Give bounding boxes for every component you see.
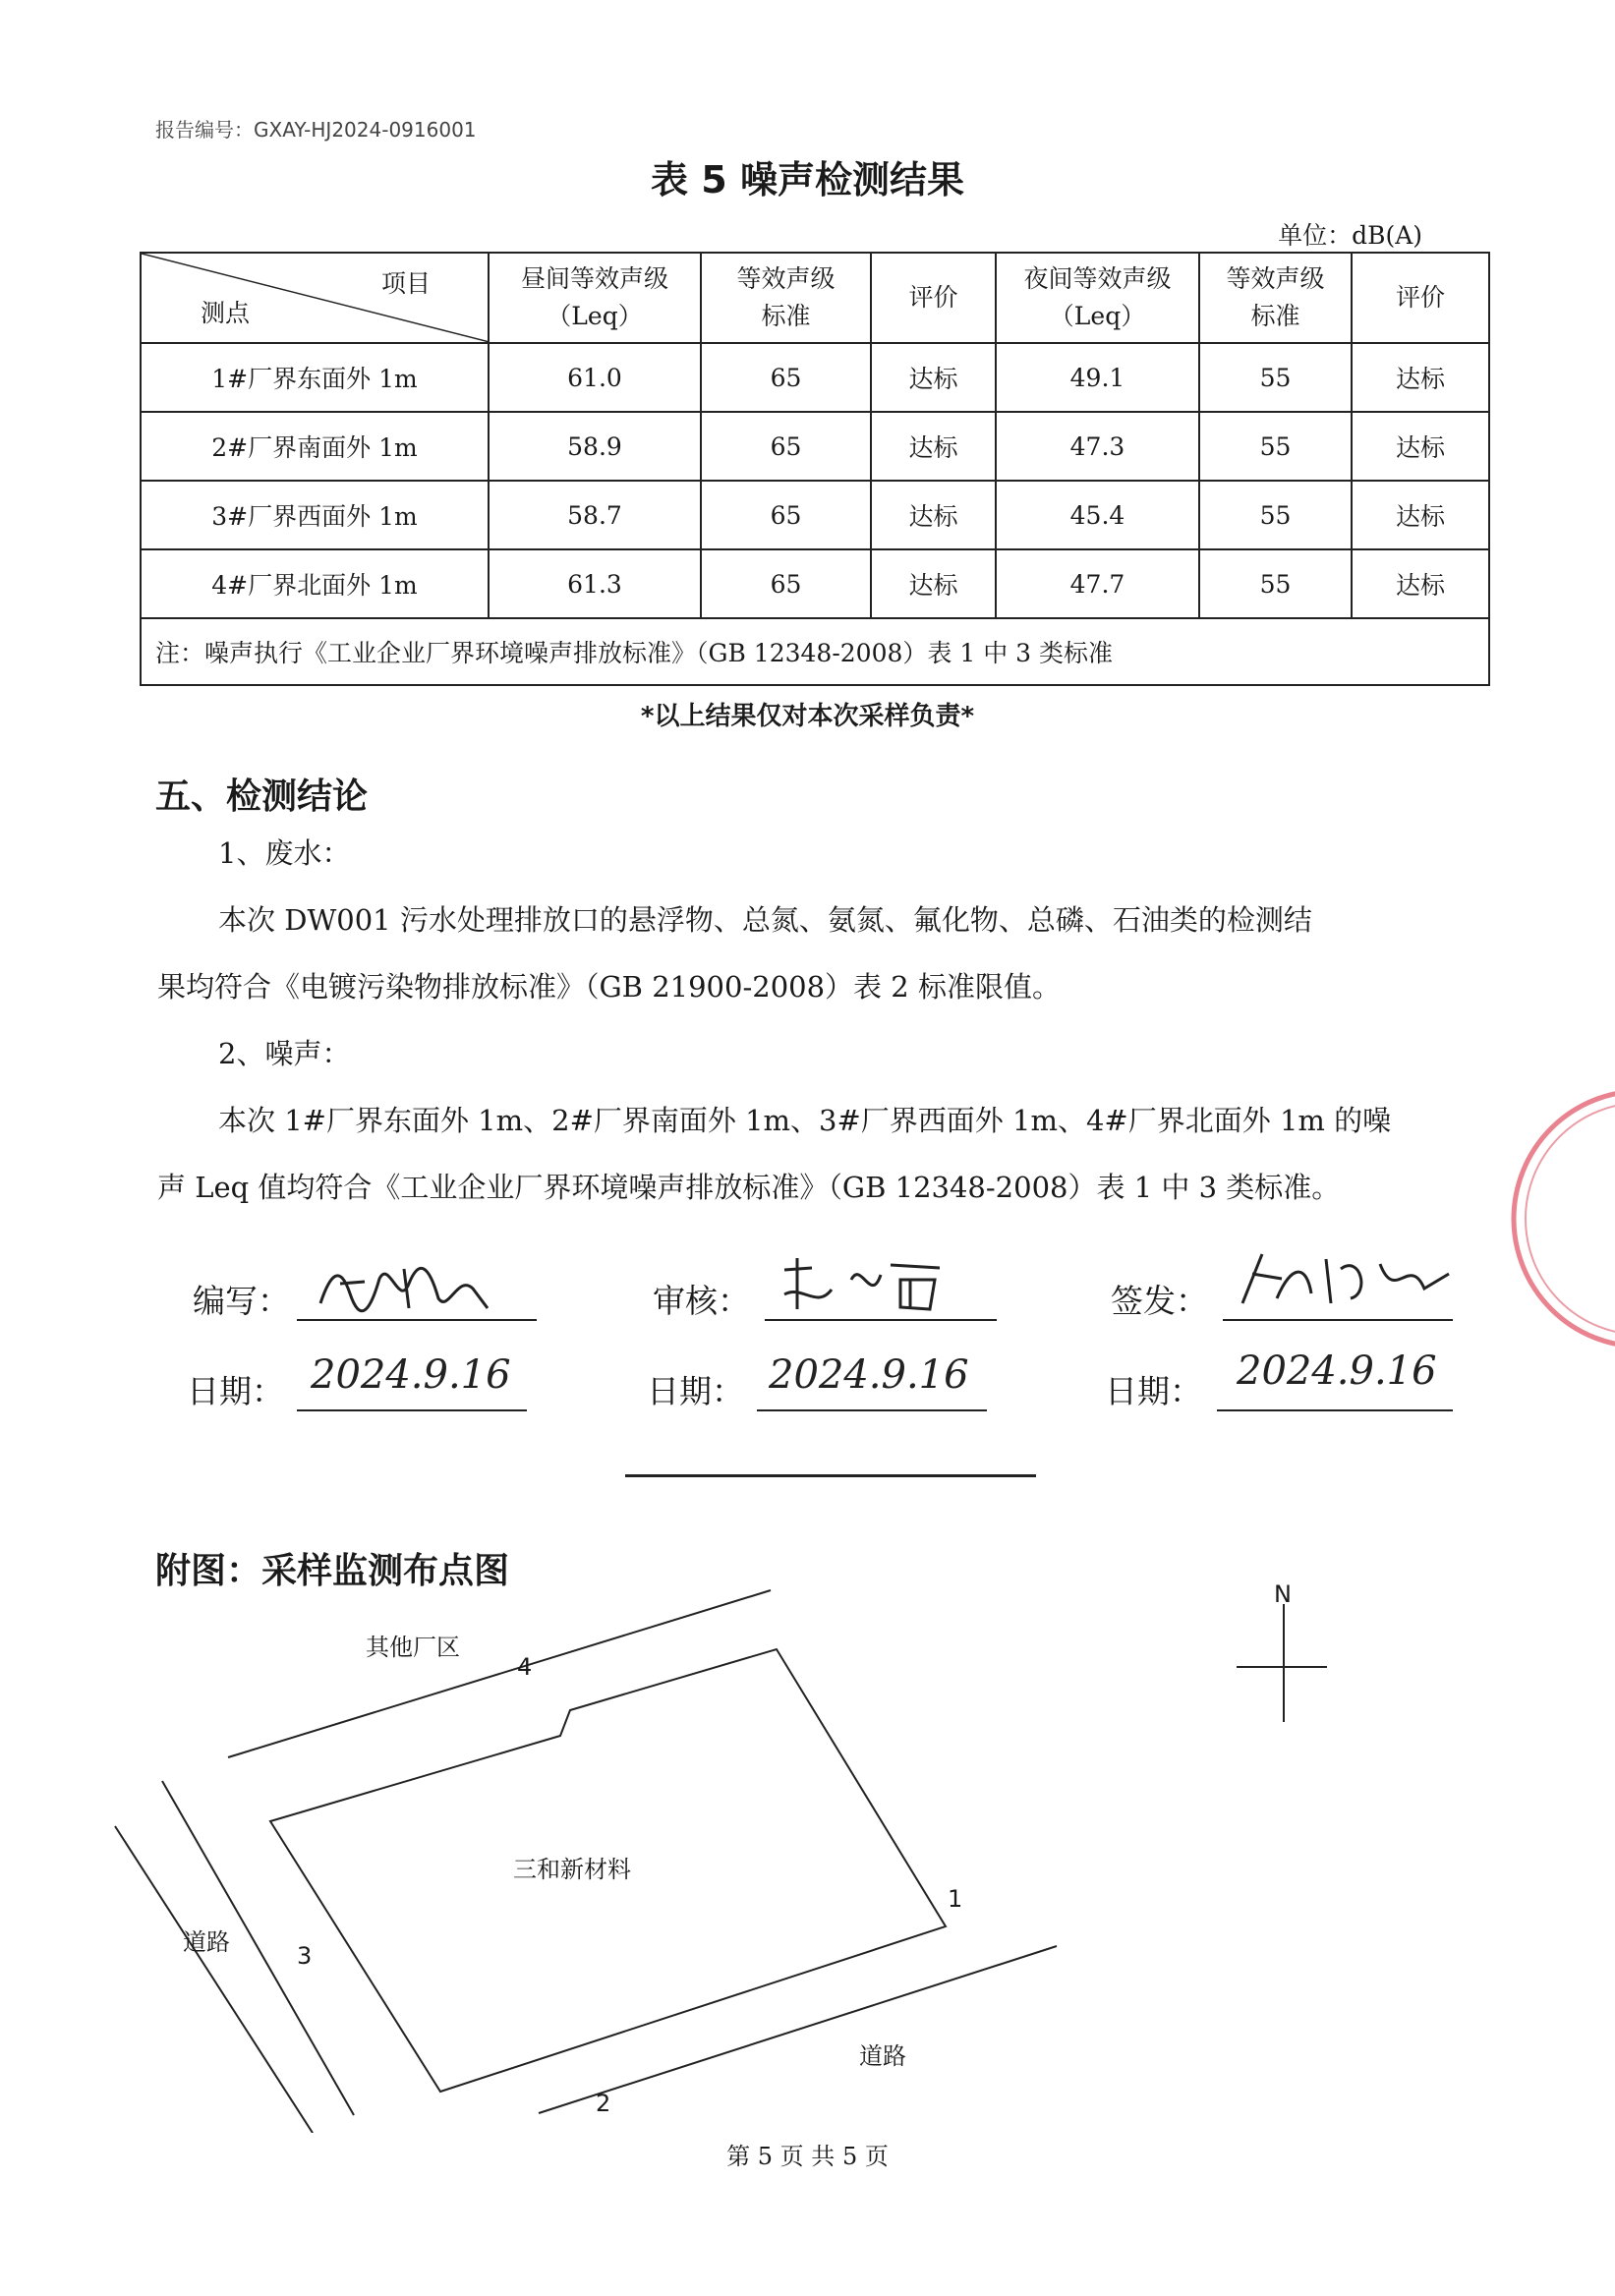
header-day-eval: 评价: [871, 253, 996, 343]
cell-night-eval: 达标: [1352, 481, 1489, 549]
item2-line2: 声 Leq 值均符合《工业企业厂界环境噪声排放标准》（GB 12348-2008）表 1 中 3 类标准。: [157, 1171, 1341, 1204]
cell-day-eval: 达标: [871, 549, 996, 618]
cell-night-std: 55: [1199, 412, 1352, 481]
road-north-edge: [228, 1590, 771, 1757]
north-label: N: [1274, 1580, 1292, 1608]
cell-day-std: 65: [701, 549, 871, 618]
cell-point: 2#厂界南面外 1m: [141, 412, 489, 481]
header-item-label: 项目: [380, 269, 431, 298]
item1-title: 1、废水：: [218, 836, 351, 870]
table-row: [141, 549, 1489, 618]
issue-label: 签发：: [1111, 1282, 1208, 1320]
review-date-label: 日期：: [647, 1372, 744, 1410]
header-point-label: 测点: [201, 299, 251, 327]
issue-date-line: [1217, 1409, 1453, 1411]
cell-night-std: 55: [1199, 343, 1352, 412]
cell-day-std: 65: [701, 343, 871, 412]
table-header-row: [141, 253, 1489, 343]
item1-line1: 本次 DW001 污水处理排放口的悬浮物、总氮、氨氮、氟化物、总磷、石油类的检测结: [218, 903, 1312, 937]
cell-night-eval: 达标: [1352, 549, 1489, 618]
road-bottom-label: 道路: [859, 2042, 906, 2070]
cell-point: 4#厂界北面外 1m: [141, 549, 489, 618]
review-date: 2024.9.16: [769, 1352, 969, 1398]
table-note-row: [141, 618, 1489, 685]
cell-night: 45.4: [996, 481, 1199, 549]
cell-night-std: 55: [1199, 481, 1352, 549]
cell-day-eval: 达标: [871, 343, 996, 412]
point-4-label: 4: [517, 1653, 533, 1681]
page-number: 第 5 页 共 5 页: [726, 2143, 889, 2170]
unit-label: 单位：dB(A): [1278, 221, 1422, 250]
header-night-leq: 夜间等效声级 （Leq）: [996, 253, 1199, 343]
table-note: 注：噪声执行《工业企业厂界环境噪声排放标准》（GB 12348-2008）表 1 中 3 类标准: [141, 618, 1489, 685]
issue-signature-line: [1223, 1319, 1453, 1321]
prepared-signature: [311, 1254, 497, 1323]
review-signature: [773, 1250, 959, 1321]
diagonal-line: [142, 254, 490, 342]
cell-day: 61.3: [489, 549, 701, 618]
cell-night-eval: 达标: [1352, 343, 1489, 412]
road-left-label: 道路: [183, 1928, 230, 1956]
cell-day-eval: 达标: [871, 481, 996, 549]
prepared-date: 2024.9.16: [311, 1352, 511, 1398]
issue-date-label: 日期：: [1105, 1372, 1202, 1410]
disclaimer: *以上结果仅对本次采样负责*: [640, 702, 975, 731]
item1-line2: 果均符合《电镀污染物排放标准》（GB 21900-2008）表 2 标准限值。: [157, 970, 1061, 1004]
map-title: 附图：采样监测布点图: [155, 1551, 510, 1591]
header-diagonal-cell: [141, 253, 489, 343]
table-row: [141, 412, 1489, 481]
factory-label: 三和新材料: [513, 1856, 631, 1883]
issue-signature: [1233, 1244, 1459, 1317]
point-1-label: 1: [948, 1885, 963, 1913]
cell-night-eval: 达标: [1352, 412, 1489, 481]
review-label: 审核：: [653, 1282, 750, 1320]
table-title: 表 5 噪声检测结果: [651, 158, 964, 201]
cell-point: 3#厂界西面外 1m: [141, 481, 489, 549]
point-3-label: 3: [297, 1942, 313, 1970]
cell-day: 58.9: [489, 412, 701, 481]
prepared-label: 编写：: [193, 1282, 290, 1320]
header-day-leq: 昼间等效声级 （Leq）: [489, 253, 701, 343]
cell-point: 1#厂界东面外 1m: [141, 343, 489, 412]
prepared-date-line: [297, 1409, 527, 1411]
cell-day-std: 65: [701, 412, 871, 481]
conclusion-body: [157, 820, 1455, 1221]
point-2-label: 2: [596, 2090, 611, 2117]
sampling-map: [0, 1573, 1615, 2133]
conclusion-title: 五、检测结论: [155, 776, 369, 817]
item2-line1: 本次 1#厂界东面外 1m、2#厂界南面外 1m、3#厂界西面外 1m、4#厂界北面外 1m 的噪: [218, 1104, 1392, 1137]
cell-day-std: 65: [701, 481, 871, 549]
issue-date: 2024.9.16: [1237, 1349, 1437, 1394]
table-row: [141, 343, 1489, 412]
header-night-eval: 评价: [1352, 253, 1489, 343]
company-seal: [1494, 1081, 1615, 1356]
review-date-line: [757, 1409, 987, 1411]
cell-night: 47.3: [996, 412, 1199, 481]
item2-title: 2、噪声：: [218, 1037, 351, 1070]
cell-day: 61.0: [489, 343, 701, 412]
divider-line: [625, 1474, 1036, 1477]
noise-results-table: [140, 252, 1490, 686]
cell-night: 49.1: [996, 343, 1199, 412]
report-number: 报告编号：GXAY-HJ2024-0916001: [155, 118, 477, 142]
other-plant-label: 其他厂区: [366, 1634, 460, 1661]
header-day-standard: 等效声级 标准: [701, 253, 871, 343]
header-night-standard: 等效声级 标准: [1199, 253, 1352, 343]
cell-night-std: 55: [1199, 549, 1352, 618]
cell-night: 47.7: [996, 549, 1199, 618]
cell-day: 58.7: [489, 481, 701, 549]
table-row: [141, 481, 1489, 549]
road-bottom-edge: [539, 1946, 1057, 2113]
cell-day-eval: 达标: [871, 412, 996, 481]
prepared-date-label: 日期：: [187, 1372, 284, 1410]
